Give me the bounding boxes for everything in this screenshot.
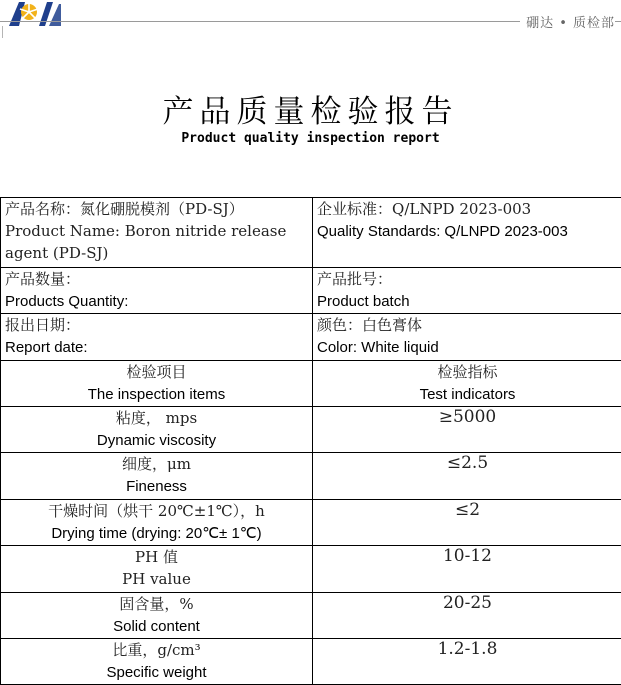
table-row (1, 593, 621, 639)
item-cell (1, 453, 313, 500)
item-cn: 细度，μm (5, 453, 308, 475)
batch-cn: 产品批号： (317, 268, 618, 290)
indicator-value: 10-12 (443, 546, 492, 566)
batch-en: Product batch (317, 290, 618, 313)
indicator-cell (313, 546, 621, 593)
quantity-cn: 产品数量： (5, 268, 308, 290)
item-cell (1, 639, 313, 685)
date-cell (1, 314, 313, 361)
indicator-value: 1.2-1.8 (438, 639, 498, 659)
item-en: Solid content (5, 615, 308, 638)
col-ind-en: Test indicators (317, 383, 618, 406)
col-ind-cn: 检验指标 (317, 361, 618, 383)
item-en: Fineness (5, 475, 308, 498)
indicator-value: ≤2.5 (447, 453, 488, 473)
item-en: Dynamic viscosity (5, 429, 308, 452)
table-row (1, 639, 621, 685)
info-row-product (1, 198, 621, 268)
indicator-cell (313, 639, 621, 685)
indicator-value: ≥5000 (439, 407, 497, 427)
item-cn: 固含量，% (5, 593, 308, 615)
date-cn: 报出日期： (5, 314, 308, 336)
indicator-cell (313, 500, 621, 546)
item-cn: 粘度， mps (5, 407, 308, 429)
company-logo (9, 0, 61, 26)
header-company-tag: 硼达 • 质检部 (520, 12, 615, 31)
standard-cn-value: Q/LNPD 2023-003 (392, 200, 531, 218)
item-cell (1, 500, 313, 546)
color-en: Color: White liquid (317, 336, 618, 359)
info-row-date (1, 314, 621, 361)
item-cn: PH 值 (5, 546, 308, 568)
table-row (1, 546, 621, 593)
product-name-cell (1, 198, 313, 268)
product-name-cn (5, 198, 308, 220)
batch-cell (313, 268, 621, 314)
indicator-cell (313, 593, 621, 639)
indicator-value: ≤2 (455, 500, 480, 520)
table-row (1, 407, 621, 453)
page-title: 产品质量检验报告 (0, 86, 621, 131)
color-cell (313, 314, 621, 361)
color-cn (317, 314, 618, 336)
color-cn-label: 颜色： (317, 316, 362, 334)
standard-en (317, 220, 618, 243)
item-cell (1, 593, 313, 639)
standard-cn (317, 198, 618, 220)
item-en: PH value (5, 568, 308, 590)
item-cn: 比重，g/cm³ (5, 639, 308, 661)
date-en: Report date: (5, 336, 308, 359)
header-indicators-cell (313, 361, 621, 407)
col-items-cn: 检验项目 (5, 361, 308, 383)
item-cell (1, 546, 313, 593)
standard-en-value: Q/LNPD 2023-003 (444, 223, 567, 240)
quantity-en: Products Quantity: (5, 290, 308, 313)
table-row (1, 500, 621, 546)
indicator-cell (313, 407, 621, 453)
header-items-cell (1, 361, 313, 407)
standard-en-label: Quality Standards: (317, 223, 440, 240)
info-row-quantity (1, 268, 621, 314)
table-row (1, 453, 621, 500)
indicator-cell (313, 453, 621, 500)
standard-cell (313, 198, 621, 268)
table-header-row (1, 361, 621, 407)
item-cell (1, 407, 313, 453)
color-cn-value: 白色膏体 (362, 316, 422, 334)
item-cn: 干燥时间（烘干 20℃±1℃），h (5, 500, 308, 522)
margin-mark (2, 26, 3, 38)
quantity-cell (1, 268, 313, 314)
standard-cn-label: 企业标准： (317, 200, 392, 218)
product-name-cn-label: 产品名称： (5, 200, 80, 218)
indicator-value: 20-25 (443, 593, 492, 613)
inspection-report-table (0, 197, 621, 685)
product-name-en: Product Name: Boron nitride release agent (PD-SJ) (5, 220, 308, 264)
item-en: Drying time (drying: 20℃± 1℃) (5, 522, 308, 545)
item-en: Specific weight (5, 661, 308, 684)
col-items-en: The inspection items (5, 383, 308, 406)
product-name-cn-value: 氮化硼脱模剂（PD-SJ） (80, 200, 244, 218)
page-subtitle: Product quality inspection report (0, 131, 621, 146)
